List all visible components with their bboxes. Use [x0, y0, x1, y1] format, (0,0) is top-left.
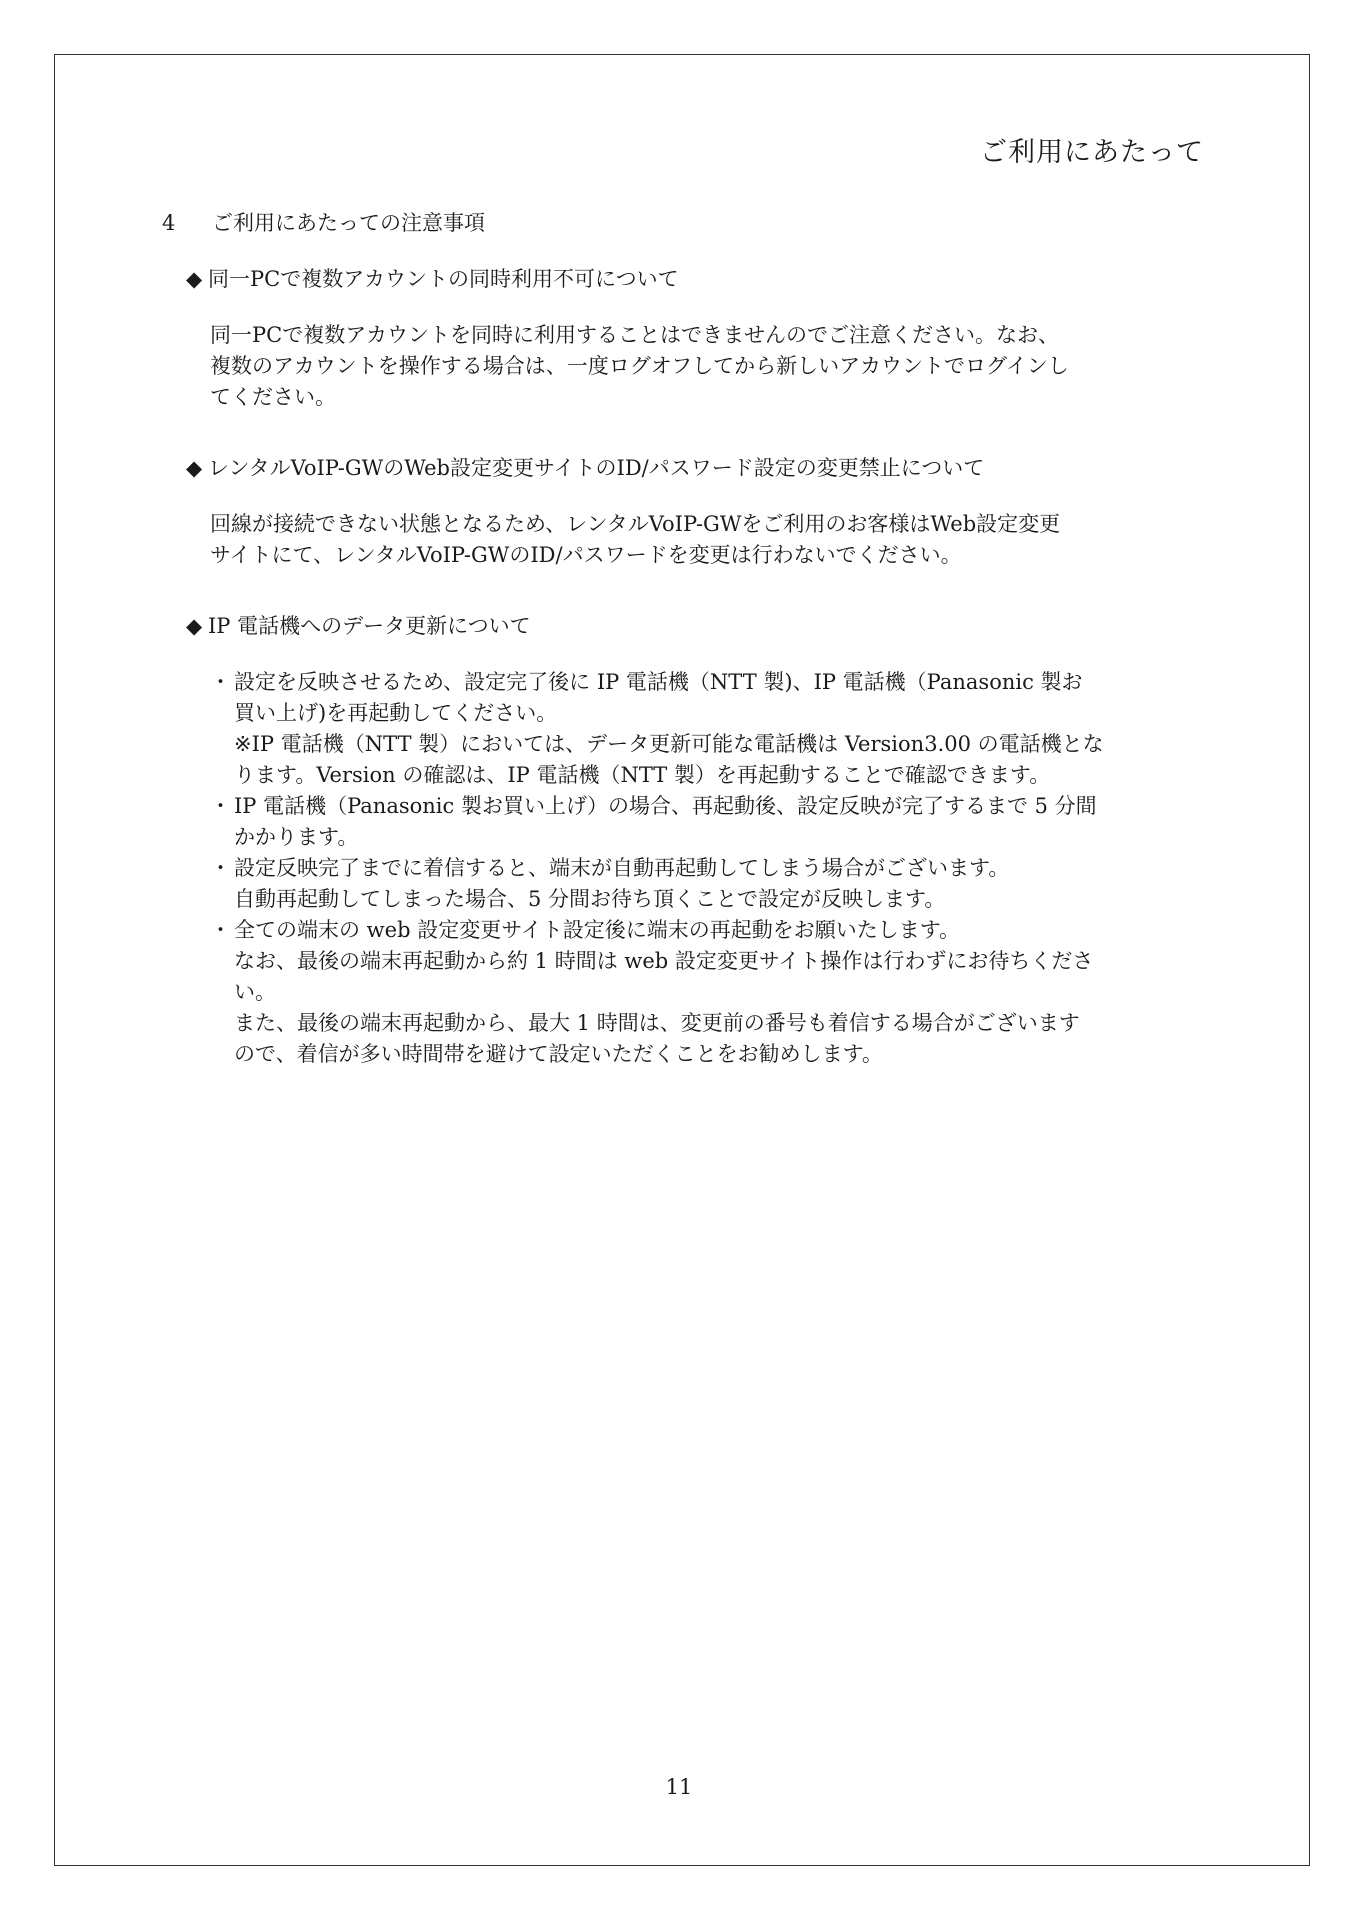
- paragraph-line: 複数のアカウントを操作する場合は、一度ログオフしてから新しいアカウントでログインし: [210, 354, 1069, 378]
- list-item: [210, 667, 1202, 791]
- list-item-line: ります。Version の確認は、IP 電話機（NTT 製）を再起動することで確認できます。: [234, 763, 1051, 787]
- section-heading: [162, 208, 1202, 239]
- paragraph-line: 同一PCで複数アカウントを同時に利用することはできませんのでご注意ください。なお、: [210, 323, 1059, 347]
- list-item-line: 設定を反映させるため、設定完了後に IP 電話機（NTT 製)、IP 電話機（Panasonic 製お: [234, 670, 1083, 694]
- subsection-concurrent-accounts: [162, 264, 1202, 413]
- paragraph-line: てください。: [210, 385, 336, 409]
- list-item-line: IP 電話機（Panasonic 製お買い上げ）の場合、再起動後、設定反映が完了するまで 5 分間: [234, 794, 1097, 818]
- subsection-voip-gw-password: [162, 453, 1202, 571]
- diamond-bullet-icon: ◆: [186, 267, 203, 291]
- list-item-line: 買い上げ)を再起動してください。: [234, 701, 558, 725]
- bullet-dot-icon: ・: [210, 918, 231, 942]
- page-number: 11: [665, 1775, 693, 1799]
- paragraph-line: 回線が接続できない状態となるため、レンタルVoIP-GWをご利用のお客様はWeb設定変更: [210, 512, 1061, 536]
- list-item-line: 設定反映完了までに着信すると、端末が自動再起動してしまう場合がございます。: [234, 856, 1010, 880]
- subsection-paragraph: [210, 509, 1202, 571]
- list-item-line: かかります。: [234, 825, 359, 849]
- list-item-line: なお、最後の端末再起動から約 1 時間は web 設定変更サイト操作は行わずにお待ちくださ: [234, 949, 1094, 973]
- list-item-line: ので、着信が多い時間帯を避けて設定いただくことをお勧めします。: [234, 1042, 883, 1066]
- bullet-dot-icon: ・: [210, 794, 231, 818]
- list-item-line: 自動再起動してしまった場合、5 分間お待ち頂くことで設定が反映します。: [234, 887, 946, 911]
- section-title: ご利用にあたっての注意事項: [212, 211, 485, 235]
- list-item: [210, 791, 1202, 853]
- list-item-line: また、最後の端末再起動から、最大 1 時間は、変更前の番号も着信する場合がございます: [234, 1011, 1080, 1035]
- subsection-ip-phone-update: [162, 611, 1202, 1070]
- list-item: [210, 915, 1202, 1070]
- subsection-heading: [186, 611, 1202, 642]
- bullet-list: [210, 667, 1202, 1070]
- list-item-line: い。: [234, 980, 276, 1004]
- diamond-bullet-icon: ◆: [186, 456, 203, 480]
- paragraph-line: サイトにて、レンタルVoIP-GWのID/パスワードを変更は行わないでください。: [210, 543, 962, 567]
- bullet-dot-icon: ・: [210, 856, 231, 880]
- bullet-dot-icon: ・: [210, 670, 231, 694]
- subsection-title: 同一PCで複数アカウントの同時利用不可について: [208, 267, 679, 291]
- list-item-text: [234, 791, 1202, 853]
- document-body: [162, 208, 1202, 1091]
- section-number: 4: [162, 211, 176, 235]
- subsection-heading: [186, 264, 1202, 295]
- subsection-paragraph: [210, 320, 1202, 413]
- subsection-heading: [186, 453, 1202, 484]
- list-item-text: [234, 853, 1202, 915]
- list-item-line: ※IP 電話機（NTT 製）においては、データ更新可能な電話機は Version3.00 の電話機とな: [234, 732, 1104, 756]
- list-item-line: 全ての端末の web 設定変更サイト設定後に端末の再起動をお願いたします。: [234, 918, 961, 942]
- subsection-title: IP 電話機へのデータ更新について: [208, 614, 531, 638]
- list-item-text: [234, 915, 1202, 1070]
- running-header: ご利用にあたって: [980, 137, 1204, 168]
- list-item: [210, 853, 1202, 915]
- list-item-text: [234, 667, 1202, 791]
- diamond-bullet-icon: ◆: [186, 614, 203, 638]
- subsection-title: レンタルVoIP-GWのWeb設定変更サイトのID/パスワード設定の変更禁止について: [208, 456, 985, 480]
